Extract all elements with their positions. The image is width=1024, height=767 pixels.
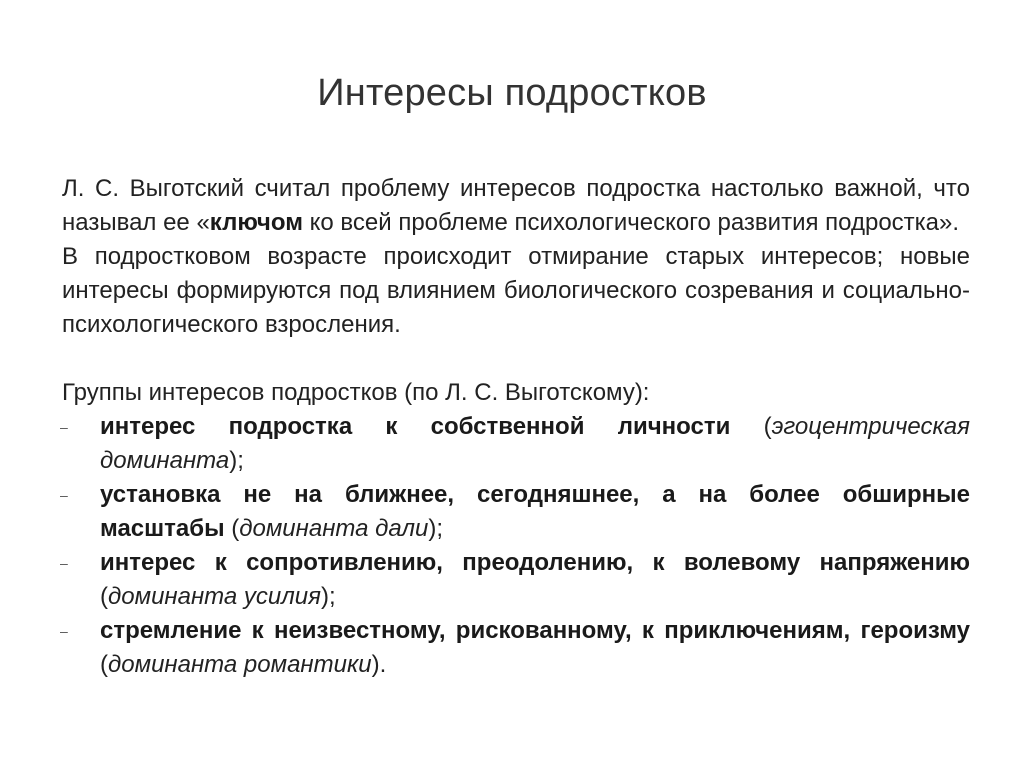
list-item bbox=[62, 478, 970, 546]
development-paragraph: В подростковом возрасте происходит отмирание старых интересов; новые интересы формируются под влиянием биологического созревания и социально-психологического взросления. bbox=[62, 243, 970, 338]
item-bold-text: интерес подростка к собственной личности bbox=[100, 413, 731, 440]
dash-bullet-icon: – bbox=[60, 623, 68, 639]
item-italic-text: доминанта дали bbox=[239, 515, 429, 542]
item-open-paren: ( bbox=[100, 583, 108, 610]
item-italic-text: эгоцентрическая доминанта bbox=[100, 413, 970, 474]
intro-key-word: ключом bbox=[209, 209, 303, 236]
dash-bullet-icon: – bbox=[60, 555, 68, 571]
item-close-paren: ). bbox=[371, 651, 387, 678]
dash-bullet-icon: – bbox=[60, 419, 68, 435]
groups-heading: Группы интересов подростков (по Л. С. Выготскому): bbox=[62, 379, 650, 406]
intro-text-start: Л. С. Выготский считал проблему интересов подростка настолько важной, что называл ее « bbox=[62, 175, 970, 236]
intro-text-end: ко всей проблеме психологического развития подростка». bbox=[302, 209, 960, 236]
item-bold-text: интерес к сопротивлению, преодолению, к волевому напряжению bbox=[100, 549, 970, 576]
item-close-paren: ); bbox=[428, 515, 444, 542]
item-open-paren: ( bbox=[100, 651, 108, 678]
dash-bullet-icon: – bbox=[60, 487, 68, 503]
item-bold-text: стремление к неизвестному, рискованному, к приключениям, героизму bbox=[100, 617, 970, 644]
slide-title: Интересы подростков bbox=[317, 72, 707, 114]
list-item bbox=[62, 614, 970, 682]
item-close-paren: ); bbox=[320, 583, 336, 610]
interest-groups-list bbox=[62, 410, 970, 682]
list-item bbox=[62, 546, 970, 614]
intro-paragraph bbox=[62, 172, 970, 240]
slide-content bbox=[62, 172, 970, 682]
item-italic-text: доминанта романтики bbox=[108, 651, 372, 678]
item-open-paren: ( bbox=[224, 515, 240, 542]
paragraph-spacer bbox=[62, 342, 970, 376]
item-close-paren: ); bbox=[229, 447, 244, 474]
list-item bbox=[62, 410, 970, 478]
item-open-paren: ( bbox=[730, 413, 772, 440]
item-bold-text: установка не на ближнее, сегодняшнее, а на более обширные масштабы bbox=[100, 481, 970, 542]
item-italic-text: доминанта усилия bbox=[108, 583, 321, 610]
